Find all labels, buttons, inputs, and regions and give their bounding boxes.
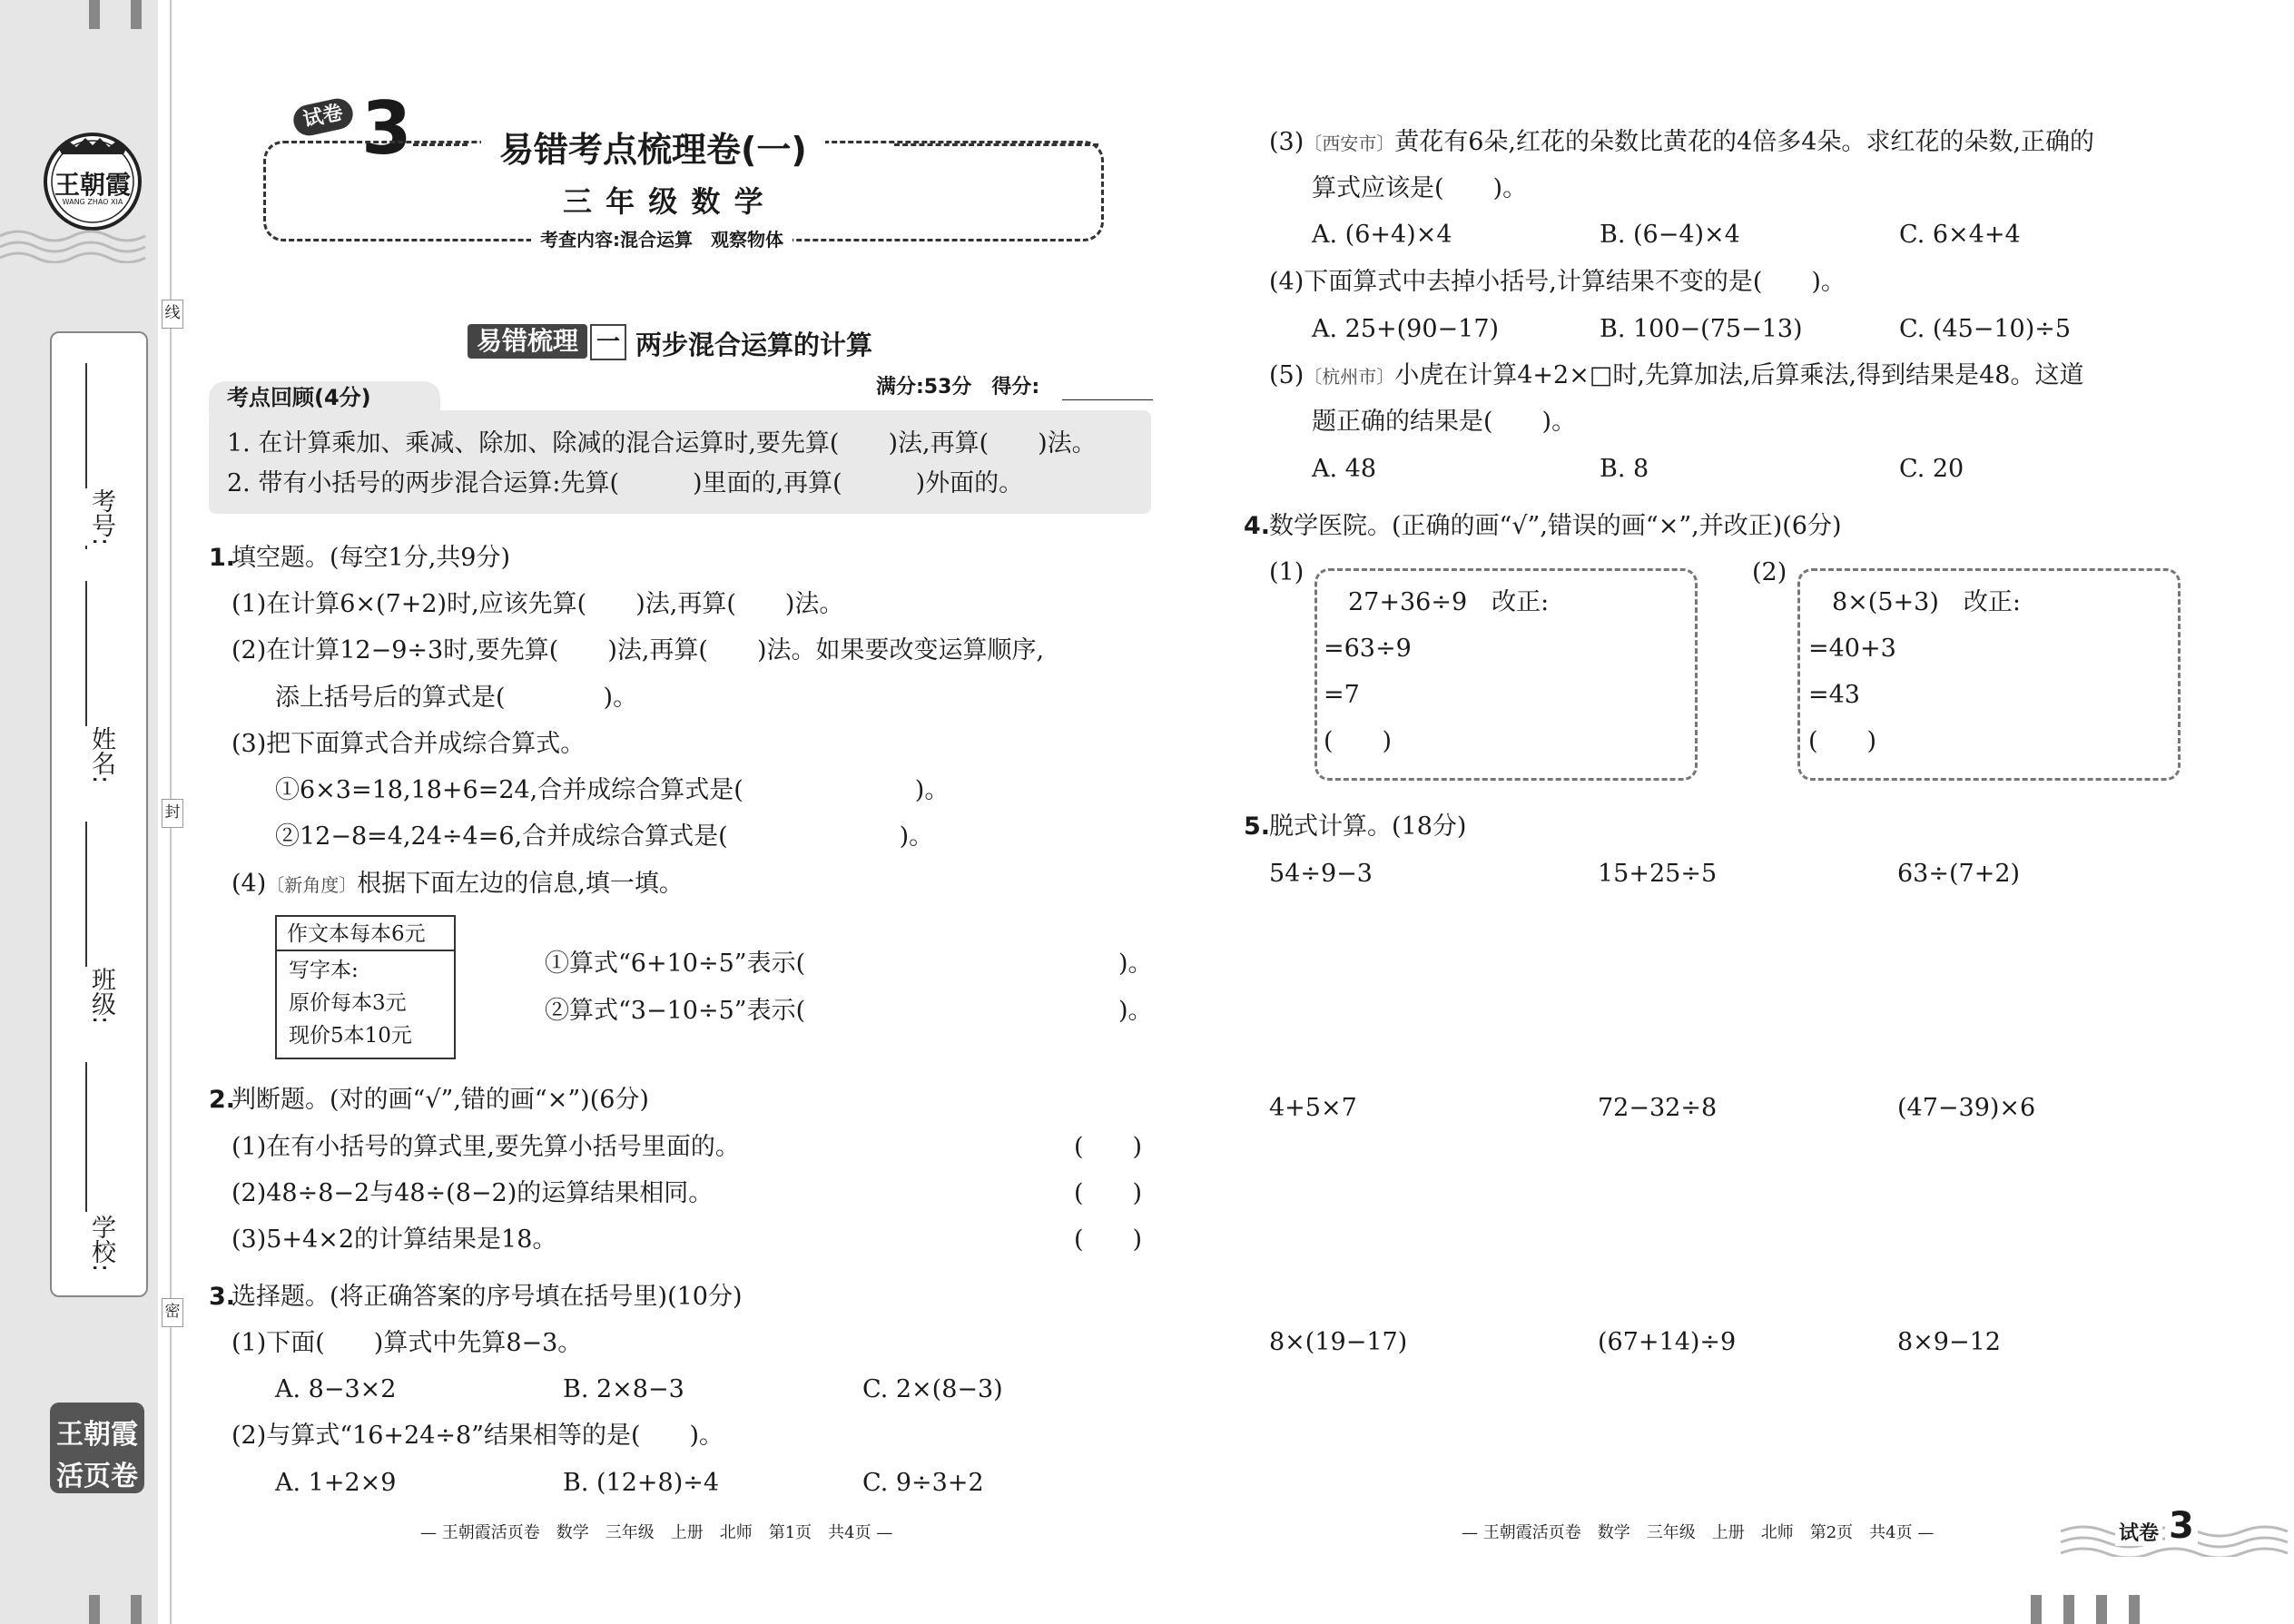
brand-logo-text: 王朝霞 — [54, 170, 131, 200]
content-scope: 考查内容:混合运算 观察物体 — [531, 225, 793, 251]
seal-char: 线 — [162, 300, 183, 329]
q3-option[interactable]: C. 6×4+4 — [1899, 221, 2021, 249]
tick-mark — [2031, 1595, 2042, 1624]
q3-sub5-text: 小虎在计算4+2×□时,先算加法,后算乘法,得到结果是48。这道 — [1394, 361, 2084, 389]
q3-option[interactable]: B. 100−(75−13) — [1600, 315, 1803, 343]
paper-tag: 试卷 — [290, 96, 356, 139]
q3-title: 选择题。(将正确答案的序号填在括号里)(10分) — [231, 1283, 743, 1311]
q3-sub: (2)与算式“16+24÷8”结果相等的是( )。 — [231, 1422, 724, 1450]
tick-mark — [131, 1595, 142, 1624]
q3-option[interactable]: C. (45−10)÷5 — [1899, 315, 2072, 343]
paper-number: 3 — [361, 86, 412, 171]
calc-problem: 54÷9−3 — [1269, 860, 1373, 888]
q3-option[interactable]: B. (6−4)×4 — [1600, 221, 1740, 249]
q4-box-line: 27+36÷9 改正: — [1348, 588, 1550, 616]
q2-item: (1)在有小括号的算式里,要先算小括号里面的。 — [231, 1133, 740, 1161]
q3-option[interactable]: A. 48 — [1312, 455, 1377, 483]
student-info-box — [50, 331, 148, 1297]
new-angle-tag: 〔新角度〕 — [266, 874, 358, 896]
q2-answer-paren[interactable]: ( ) — [1074, 1179, 1143, 1207]
q1-line: (2)在计算12−9÷3时,要先算( )法,再算( )法。如果要改变运算顺序, — [231, 636, 1045, 664]
score-label: 满分:53分 得分: — [876, 376, 1040, 399]
q2-item: (3)5+4×2的计算结果是18。 — [231, 1225, 557, 1254]
score-line — [1062, 399, 1153, 400]
q5-title: 脱式计算。(18分) — [1269, 812, 1467, 841]
q3-option[interactable]: C. 2×(8−3) — [862, 1375, 1003, 1403]
q4-answer-paren[interactable]: ( ) — [1808, 727, 1877, 755]
paren-close: )。 — [1118, 950, 1153, 978]
q3-number: 3. — [209, 1283, 236, 1311]
q4-title: 数学医院。(正确的画“√”,错误的画“×”,并改正)(6分) — [1269, 512, 1842, 540]
q5-number: 5. — [1244, 812, 1271, 841]
footer-paper-tag: 试卷 — [2115, 1518, 2162, 1546]
q3-option[interactable]: C. 20 — [1899, 455, 1964, 483]
brand-logo-sub: WANG ZHAO XIA — [62, 198, 123, 206]
seal-char: 封 — [162, 799, 183, 828]
section-num: 一 — [590, 324, 626, 360]
q4-box-line: =43 — [1808, 681, 1860, 709]
field-line — [85, 581, 87, 726]
info-table-line: 原价每本3元 — [289, 991, 407, 1015]
expression-meaning: ①算式“6+10÷5”表示( — [545, 950, 806, 978]
seal-char: 密 — [162, 1298, 183, 1327]
tick-mark — [2096, 1595, 2107, 1624]
q3-option[interactable]: A. 25+(90−17) — [1312, 315, 1500, 343]
q3-sub: (1)下面( )算式中先算8−3。 — [231, 1329, 583, 1357]
q4-box-label: (2) — [1752, 558, 1787, 586]
review-item: 2. 带有小括号的两步混合运算:先算( )里面的,再算( )外面的。 — [227, 469, 1024, 497]
q3-option[interactable]: C. 9÷3+2 — [862, 1469, 984, 1497]
tick-mark — [2063, 1595, 2074, 1624]
q3-option[interactable]: A. 1+2×9 — [275, 1469, 397, 1497]
page-title: 易错考点梳理卷(一) — [481, 122, 825, 172]
info-table-head: 作文本每本6元 — [287, 922, 426, 946]
section-title: 两步混合运算的计算 — [635, 330, 873, 360]
review-box — [209, 410, 1151, 514]
q3-sub: (4)下面算式中去掉小括号,计算结果不变的是( )。 — [1269, 268, 1846, 296]
tick-mark — [2129, 1595, 2140, 1624]
review-title: 考点回顾(4分) — [227, 385, 371, 410]
q1-line: 添上括号后的算式是( )。 — [275, 684, 638, 712]
q2-answer-paren[interactable]: ( ) — [1074, 1225, 1143, 1254]
exam-number-label: 考号: — [84, 488, 119, 546]
q3-sub3: (3)〔西安市〕黄花有6朵,红花的朵数比黄花的4倍多4朵。求红花的朵数,正确的 — [1269, 128, 2094, 156]
q3-sub3-text: 黄花有6朵,红花的朵数比黄花的4倍多4朵。求红花的朵数,正确的 — [1394, 128, 2094, 156]
info-table-line: 现价5本10元 — [289, 1024, 412, 1048]
region-tag: 〔西安市〕 — [1304, 133, 1395, 154]
q3-option[interactable]: A. 8−3×2 — [275, 1375, 397, 1403]
calc-problem: (67+14)÷9 — [1598, 1328, 1737, 1356]
info-table-line: 写字本: — [289, 959, 359, 982]
tick-mark — [131, 0, 142, 29]
footer-left: — 王朝霞活页卷 数学 三年级 上册 北师 第1页 共4页 — — [420, 1523, 893, 1542]
q3-sub: 算式应该是( )。 — [1312, 174, 1528, 202]
calc-problem: 63÷(7+2) — [1897, 860, 2021, 888]
q3-sub5: (5)〔杭州市〕小虎在计算4+2×□时,先算加法,后算乘法,得到结果是48。这道 — [1269, 361, 2084, 389]
calc-problem: 8×(19−17) — [1269, 1328, 1408, 1356]
q3-option[interactable]: B. 2×8−3 — [563, 1375, 684, 1403]
footer-paper-number: 3 — [2165, 1505, 2198, 1547]
q4-box-line: =63÷9 — [1324, 635, 1412, 663]
field-line — [85, 822, 87, 967]
field-line — [85, 1062, 87, 1212]
region-tag: 〔杭州市〕 — [1304, 366, 1395, 388]
q3-option[interactable]: B. (12+8)÷4 — [563, 1469, 720, 1497]
header-dash — [894, 143, 1098, 146]
q3-option[interactable]: A. (6+4)×4 — [1312, 221, 1452, 249]
q1-line: (1)在计算6×(7+2)时,应该先算( )法,再算( )法。 — [231, 590, 844, 618]
q2-answer-paren[interactable]: ( ) — [1074, 1133, 1143, 1161]
q1-number: 1. — [209, 544, 236, 572]
calc-problem: 4+5×7 — [1269, 1094, 1357, 1122]
brand-badge-top: 王朝霞 — [56, 1419, 138, 1451]
q2-title: 判断题。(对的画“√”,错的画“×”)(6分) — [231, 1086, 649, 1114]
brand-badge-bottom: 活页卷 — [56, 1461, 138, 1492]
page-subtitle: 三 年 级 数 学 — [563, 184, 765, 219]
q4-answer-paren[interactable]: ( ) — [1324, 727, 1393, 755]
q4-box-line: =7 — [1324, 681, 1360, 709]
tick-mark — [89, 0, 100, 29]
section-tag: 易错梳理 — [468, 324, 587, 359]
info-table-divider — [275, 950, 454, 951]
review-item: 1. 在计算乘加、乘减、除加、除减的混合运算时,要先算( )法,再算( )法。 — [227, 429, 1097, 458]
q4-number: 4. — [1244, 512, 1271, 540]
calc-problem: (47−39)×6 — [1897, 1094, 2036, 1122]
header-dash — [413, 143, 468, 146]
q1-title: 填空题。(每空1分,共9分) — [231, 544, 511, 572]
expression-meaning: ②算式“3−10÷5”表示( — [545, 997, 806, 1025]
q2-number: 2. — [209, 1086, 236, 1114]
school-label: 学校: — [84, 1215, 119, 1272]
q1-line4: (4)〔新角度〕根据下面左边的信息,填一填。 — [231, 870, 684, 898]
footer-right: — 王朝霞活页卷 数学 三年级 上册 北师 第2页 共4页 — — [1462, 1523, 1935, 1542]
q4-box-line: 8×(5+3) 改正: — [1832, 588, 2021, 616]
q1-line4-text: 根据下面左边的信息,填一填。 — [357, 870, 684, 898]
brand-badge — [50, 1403, 144, 1493]
q1-line: ②12−8=4,24÷4=6,合并成综合算式是( )。 — [275, 822, 934, 851]
calc-problem: 72−32÷8 — [1598, 1094, 1718, 1122]
q3-option[interactable]: B. 8 — [1600, 455, 1649, 483]
q1-line: (3)把下面算式合并成综合算式。 — [231, 730, 586, 758]
class-label: 班级: — [84, 967, 119, 1024]
q2-item: (2)48÷8−2与48÷(8−2)的运算结果相同。 — [231, 1179, 714, 1207]
q1-line: ①6×3=18,18+6=24,合并成综合算式是( )。 — [275, 776, 950, 804]
wave-decor-icon — [0, 227, 158, 263]
tick-mark — [89, 1595, 100, 1624]
q4-box-label: (1) — [1269, 558, 1305, 586]
calc-problem: 15+25÷5 — [1598, 860, 1718, 888]
name-label: 姓名: — [84, 726, 119, 783]
q3-sub: 题正确的结果是( )。 — [1312, 408, 1577, 436]
calc-problem: 8×9−12 — [1897, 1328, 2001, 1356]
q4-box-line: =40+3 — [1808, 635, 1896, 663]
paren-close: )。 — [1118, 997, 1153, 1025]
brand-logo — [38, 127, 147, 236]
